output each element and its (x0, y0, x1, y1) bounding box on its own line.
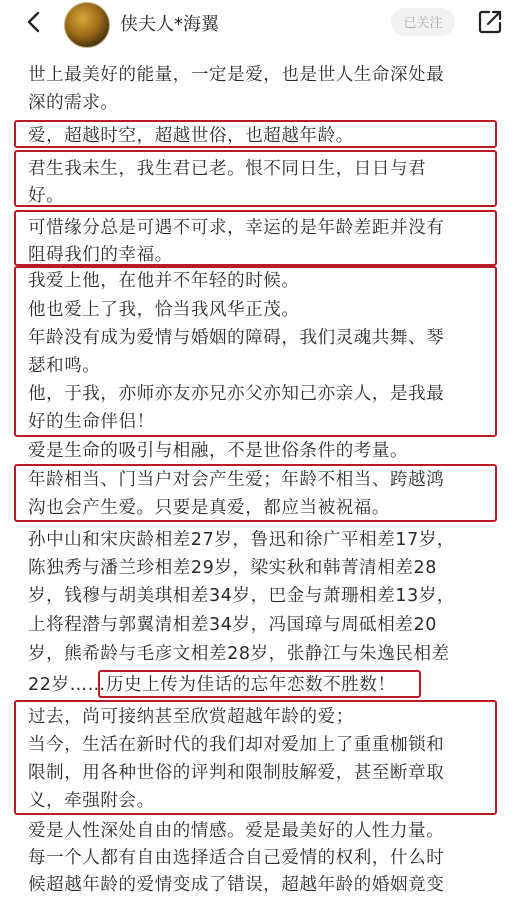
highlight-box (98, 670, 421, 698)
highlight-box (14, 266, 497, 437)
text-line: 沟也会产生爱。只要是真爱，都应当被祝福。 (28, 498, 390, 518)
text-line: 好。 (28, 186, 65, 206)
text-line: 他也爱上了我，恰当我风华正茂。 (28, 300, 300, 320)
text-line: 他，于我，亦师亦友亦兄亦父亦知己亦亲人，是我最 (28, 384, 445, 404)
text-line: 岁，钱穆与胡美琪相差34岁，巴金与萧珊相差13岁， (28, 586, 456, 606)
highlight-box (14, 464, 497, 522)
text-line: 爱，超越时空，超越世俗，也超越年龄。 (28, 126, 354, 146)
follow-button[interactable]: 已关注 (391, 8, 455, 36)
text-line: 我爱上他，在他并不年轻的时候。 (28, 271, 300, 291)
text-line: 岁，熊希龄与毛彦文相差28岁，张静江与朱逸民相差 (28, 644, 450, 664)
text-line: 爱是生命的吸引与相融，不是世俗条件的考量。 (28, 441, 409, 461)
text-line: 当今，生活在新时代的我们却对爱加上了重重枷锁和 (28, 735, 445, 755)
text-line: 君生我未生，我生君已老。恨不同日生，日日与君 (28, 159, 427, 179)
text-line: 每一个人都有自由选择适合自己爱情的权利，什么时 (28, 848, 445, 868)
text-line: 瑟和鸣。 (28, 356, 101, 376)
text-line: 深的需求。 (28, 93, 119, 113)
text-line: 可惜缘分总是可遇不可求，幸运的是年龄差距并没有 (28, 218, 445, 238)
highlight-box (14, 700, 497, 815)
username[interactable]: 侠夫人*海翼 (120, 14, 219, 35)
text-line: 上将程潜与郭翼清相差34岁，冯国璋与周砥相差20 (28, 615, 437, 635)
text-line: 过去，尚可接纳甚至欣赏超越年龄的爱； (28, 707, 354, 727)
text-line: 限制，用各种世俗的评判和限制肢解爱，甚至断章取 (28, 763, 445, 783)
highlight-box (14, 150, 497, 207)
text-line: 阻碍我们的幸福。 (28, 245, 173, 265)
text-line: 好的生命伴侣！ (28, 412, 155, 432)
text-line: 孙中山和宋庆龄相差27岁，鲁迅和徐广平相差17岁， (28, 530, 456, 550)
text-line: 年龄没有成为爱情与婚姻的障碍，我们灵魂共舞、琴 (28, 328, 445, 348)
text-line: 陈独秀与潘兰珍相差29岁，梁实秋和韩菁清相差28 (28, 558, 437, 578)
highlight-box (14, 120, 497, 148)
highlight-box (14, 210, 497, 266)
text-line: 年龄相当、门当户对会产生爱；年龄不相当、跨越鸿 (28, 470, 445, 490)
text-line: 历史上传为佳话的忘年恋数不胜数！ (106, 675, 396, 695)
text-line: 22岁…… (28, 675, 106, 695)
text-line: 候超越年龄的爱情变成了错误，超越年龄的婚姻竟变 (28, 875, 445, 895)
text-line: 爱是人性深处自由的情感。爱是最美好的人性力量。 (28, 821, 445, 841)
text-line: 世上最美好的能量，一定是爱，也是世人生命深处最 (28, 65, 445, 85)
text-line: 义，牵强附会。 (28, 791, 155, 811)
